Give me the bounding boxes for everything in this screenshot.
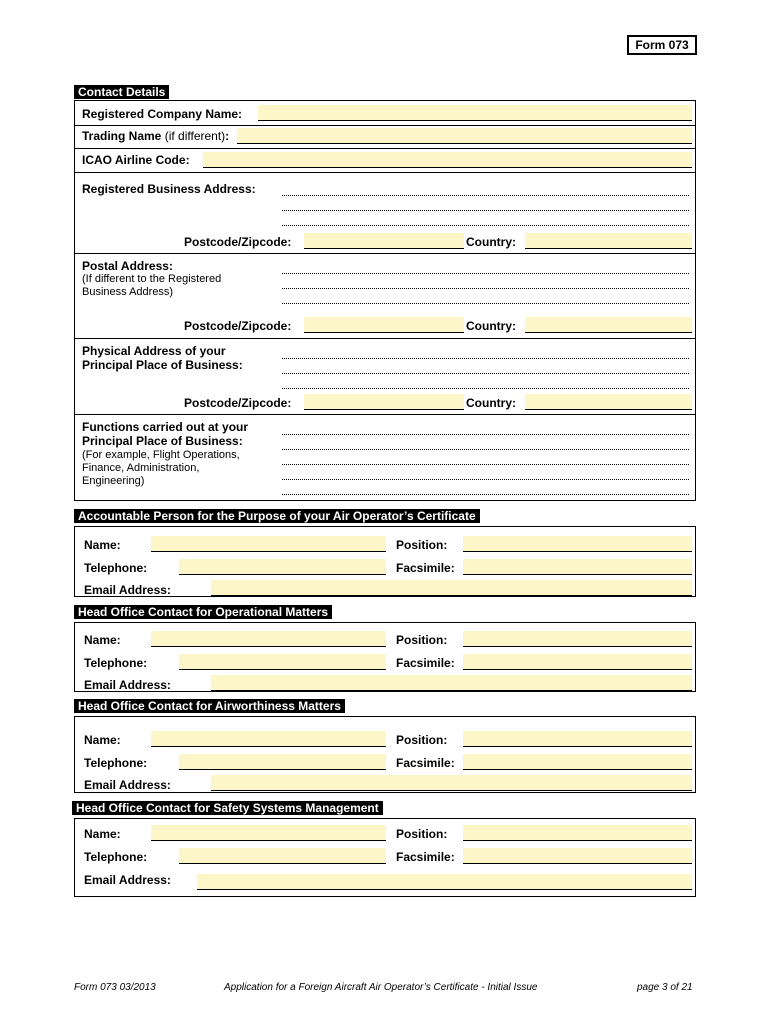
facsimile-field[interactable]	[463, 654, 692, 670]
icao-code-label: ICAO Airline Code:	[82, 153, 190, 167]
physical-country-label: Country:	[466, 396, 516, 410]
telephone-field[interactable]	[179, 848, 386, 864]
footer-form-id: Form 073 03/2013	[74, 982, 156, 993]
email-label: Email Address:	[84, 678, 171, 692]
physical-country-field[interactable]	[525, 394, 692, 410]
position-label: Position:	[396, 733, 448, 747]
trading-name-label: Trading Name (if different):	[82, 129, 230, 143]
position-field[interactable]	[463, 536, 692, 552]
functions-line-5[interactable]	[282, 484, 689, 495]
business-postcode-label: Postcode/Zipcode:	[184, 235, 292, 249]
telephone-field[interactable]	[179, 754, 386, 770]
name-label: Name:	[84, 633, 121, 647]
facsimile-label: Facsimile:	[396, 850, 455, 864]
physical-address-line-3[interactable]	[282, 378, 689, 389]
safety-systems-title: Head Office Contact for Safety Systems Management	[72, 801, 383, 815]
physical-postcode-field[interactable]	[304, 394, 464, 410]
position-field[interactable]	[463, 825, 692, 841]
postal-address-label: Postal Address:	[82, 259, 173, 273]
operational-matters-title: Head Office Contact for Operational Matters	[74, 605, 332, 619]
postal-country-field[interactable]	[525, 317, 692, 333]
accountable-person-box	[74, 526, 696, 597]
telephone-label: Telephone:	[84, 850, 148, 864]
functions-line-1[interactable]	[282, 424, 689, 435]
name-field[interactable]	[151, 631, 386, 647]
name-label: Name:	[84, 827, 121, 841]
business-address-line-3[interactable]	[282, 215, 689, 226]
position-label: Position:	[396, 633, 448, 647]
email-label: Email Address:	[84, 873, 171, 887]
postal-address-line-3[interactable]	[282, 293, 689, 304]
postal-address-line-2[interactable]	[282, 278, 689, 289]
email-field[interactable]	[211, 775, 692, 791]
form-number: Form 073	[627, 35, 697, 55]
functions-line-4[interactable]	[282, 469, 689, 480]
postal-country-label: Country:	[466, 319, 516, 333]
physical-address-line-1[interactable]	[282, 348, 689, 359]
email-field[interactable]	[211, 675, 692, 691]
business-address-line-2[interactable]	[282, 200, 689, 211]
physical-postcode-label: Postcode/Zipcode:	[184, 396, 292, 410]
facsimile-field[interactable]	[463, 754, 692, 770]
name-label: Name:	[84, 538, 121, 552]
business-postcode-field[interactable]	[304, 233, 464, 249]
telephone-label: Telephone:	[84, 756, 148, 770]
airworthiness-matters-box	[74, 716, 696, 793]
contact-details-box	[74, 100, 696, 501]
business-country-label: Country:	[466, 235, 516, 249]
telephone-label: Telephone:	[84, 561, 148, 575]
operational-matters-box	[74, 622, 696, 692]
name-label: Name:	[84, 733, 121, 747]
facsimile-field[interactable]	[463, 848, 692, 864]
email-field[interactable]	[197, 874, 692, 890]
business-address-line-1[interactable]	[282, 185, 689, 196]
physical-address-line-2[interactable]	[282, 363, 689, 374]
name-field[interactable]	[151, 731, 386, 747]
position-field[interactable]	[463, 631, 692, 647]
safety-systems-box	[74, 818, 696, 897]
contact-details-title: Contact Details	[74, 85, 169, 99]
telephone-label: Telephone:	[84, 656, 148, 670]
business-country-field[interactable]	[525, 233, 692, 249]
accountable-person-title: Accountable Person for the Purpose of your Air Operator’s Certificate	[74, 509, 480, 523]
facsimile-label: Facsimile:	[396, 756, 455, 770]
facsimile-field[interactable]	[463, 559, 692, 575]
position-label: Position:	[396, 538, 448, 552]
telephone-field[interactable]	[179, 559, 386, 575]
functions-line-2[interactable]	[282, 439, 689, 450]
postal-postcode-field[interactable]	[304, 317, 464, 333]
facsimile-label: Facsimile:	[396, 656, 455, 670]
functions-line-3[interactable]	[282, 454, 689, 465]
postal-address-note: (If different to the Registered Business Address)	[82, 273, 222, 298]
registered-company-name-label: Registered Company Name:	[82, 107, 243, 121]
email-label: Email Address:	[84, 778, 171, 792]
postal-address-line-1[interactable]	[282, 263, 689, 274]
airworthiness-matters-title: Head Office Contact for Airworthiness Matters	[74, 699, 345, 713]
position-label: Position:	[396, 827, 448, 841]
email-field[interactable]	[211, 580, 692, 596]
email-label: Email Address:	[84, 583, 171, 597]
registered-company-name-field[interactable]	[258, 105, 692, 121]
trading-name-field[interactable]	[237, 128, 692, 144]
name-field[interactable]	[151, 825, 386, 841]
telephone-field[interactable]	[179, 654, 386, 670]
functions-note: (For example, Flight Operations, Finance, Administration, Engineering)	[82, 449, 240, 487]
business-address-label: Registered Business Address:	[82, 182, 256, 196]
functions-label: Functions carried out at your Principal Place of Business:	[82, 420, 249, 448]
footer-title: Application for a Foreign Aircraft Air Operator’s Certificate - Initial Issue	[224, 982, 538, 993]
physical-address-label: Physical Address of your Principal Place of Business:	[82, 344, 243, 372]
facsimile-label: Facsimile:	[396, 561, 455, 575]
icao-code-field[interactable]	[203, 152, 692, 168]
postal-postcode-label: Postcode/Zipcode:	[184, 319, 292, 333]
footer-page-number: page 3 of 21	[637, 982, 693, 993]
position-field[interactable]	[463, 731, 692, 747]
name-field[interactable]	[151, 536, 386, 552]
